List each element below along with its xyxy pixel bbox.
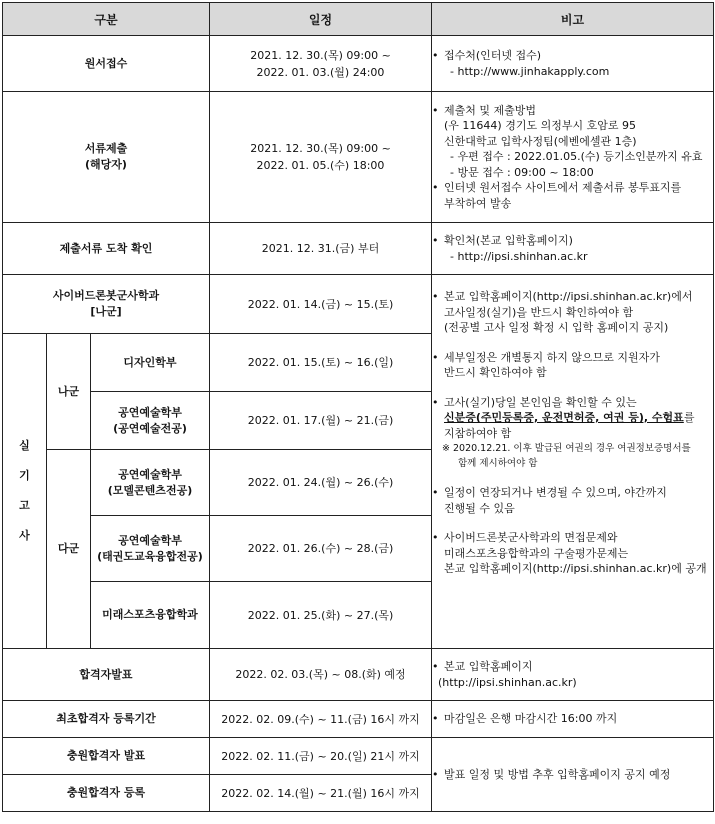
row-note: • 본교 입학홈페이지 (http://ipsi.shinhan.ac.kr) bbox=[432, 649, 714, 701]
row-date: 2022. 02. 14.(월) ~ 21.(월) 16시 까지 bbox=[210, 775, 432, 812]
row-date: 2022. 02. 11.(금) ~ 20.(일) 21시 까지 bbox=[210, 738, 432, 775]
row-date: 2021. 12. 30.(목) 09:00 ~ 2022. 01. 03.(월) 24:00 bbox=[210, 36, 432, 92]
row-label: 서류제출 (해당자) bbox=[3, 92, 210, 223]
row-date: 2021. 12. 30.(목) 09:00 ~ 2022. 01. 05.(수) 18:00 bbox=[210, 92, 432, 223]
row-label: 사이버드론봇군사학과 [나군] bbox=[3, 275, 210, 334]
table-row bbox=[3, 701, 714, 738]
row-note: • 확인처(본교 입학홈페이지) - http://ipsi.shinhan.ac.kr bbox=[432, 223, 714, 275]
id-documents-text: 신분증(주민등록증, 운전면허증, 여권 등), 수험표 bbox=[444, 411, 684, 424]
table-row bbox=[3, 738, 714, 775]
row-label: 미래스포츠융합학과 bbox=[91, 582, 210, 649]
row-label: 공연예술학부 (공연예술전공) bbox=[91, 392, 210, 450]
row-label: 공연예술학부 (모델콘텐츠전공) bbox=[91, 450, 210, 516]
group-da-label: 다군 bbox=[47, 450, 91, 649]
table-row bbox=[3, 649, 714, 701]
row-note: • 마감일은 은행 마감시간 16:00 까지 bbox=[432, 701, 714, 738]
row-date: 2022. 01. 26.(수) ~ 28.(금) bbox=[210, 516, 432, 582]
row-date: 2022. 01. 24.(월) ~ 26.(수) bbox=[210, 450, 432, 516]
row-date: 2022. 01. 17.(월) ~ 21.(금) bbox=[210, 392, 432, 450]
row-label: 제출서류 도착 확인 bbox=[3, 223, 210, 275]
header-schedule: 일정 bbox=[210, 3, 432, 36]
row-label: 합격자발표 bbox=[3, 649, 210, 701]
row-label: 충원합격자 발표 bbox=[3, 738, 210, 775]
header-remarks: 비고 bbox=[432, 3, 714, 36]
row-date: 2022. 01. 14.(금) ~ 15.(토) bbox=[210, 275, 432, 334]
row-note: • 제출처 및 제출방법 (우 11644) 경기도 의정부시 호암로 95 신한대학교 입학사정팀(에벤에셀관 1층) - 우편 접수 : 2022.01.05.(수) 등기소인분까지 유효 - 방문 접수 : 09:00 ~ 18:00 • 인터넷 원서접수 사이트에서 제출서류 봉투표지를 부착하여 발송 bbox=[432, 92, 714, 223]
row-label: 최초합격자 등록기간 bbox=[3, 701, 210, 738]
row-label: 충원합격자 등록 bbox=[3, 775, 210, 812]
group-na-label: 나군 bbox=[47, 334, 91, 450]
table-row bbox=[3, 275, 714, 334]
row-date: 2021. 12. 31.(금) 부터 bbox=[210, 223, 432, 275]
row-date: 2022. 01. 15.(토) ~ 16.(일) bbox=[210, 334, 432, 392]
header-row bbox=[3, 3, 714, 36]
header-category: 구분 bbox=[3, 3, 210, 36]
row-label: 디자인학부 bbox=[91, 334, 210, 392]
row-label: 공연예술학부 (태권도교육융합전공) bbox=[91, 516, 210, 582]
practical-exam-label: 실 기 고 사 bbox=[3, 334, 47, 649]
practical-notes: • 본교 입학홈페이지(http://ipsi.shinhan.ac.kr)에서 고사일정(실기)을 반드시 확인하여야 함 (전공별 고사 일정 확정 시 입학 홈페이지 공지) • 세부일정은 개별통지 하지 않으므로 지원자가 반드시 확인하여야 함 • 고사(실기)당일 본인임을 확인할 수 있는 신분증(주민등록증, 운전면허증, 여권 등), 수험표를 지참하여야 함 ※ 2020.12.21. 이후 발급된 여권의 경우 여권정보증명서를 함께 제시하여야 함 • 일정이 연장되거나 변경될 수 있으며, 야간까지 진행될 수 있음 • 사이버드론봇군사학과의 면접문제와 미래스포츠융합학과의 구술평가문제는 본교 입학홈페이지(http://ipsi.shinhan.ac.kr)에 공개 bbox=[432, 275, 714, 649]
row-date: 2022. 01. 25.(화) ~ 27.(목) bbox=[210, 582, 432, 649]
row-note: • 접수처(인터넷 접수) - http://www.jinhakapply.com bbox=[432, 36, 714, 92]
schedule-table bbox=[2, 2, 714, 812]
row-date: 2022. 02. 03.(목) ~ 08.(화) 예정 bbox=[210, 649, 432, 701]
row-date: 2022. 02. 09.(수) ~ 11.(금) 16시 까지 bbox=[210, 701, 432, 738]
table-row bbox=[3, 36, 714, 92]
row-label: 원서접수 bbox=[3, 36, 210, 92]
table-row bbox=[3, 223, 714, 275]
table-row bbox=[3, 92, 714, 223]
row-note: • 발표 일정 및 방법 추후 입학홈페이지 공지 예정 bbox=[432, 738, 714, 812]
